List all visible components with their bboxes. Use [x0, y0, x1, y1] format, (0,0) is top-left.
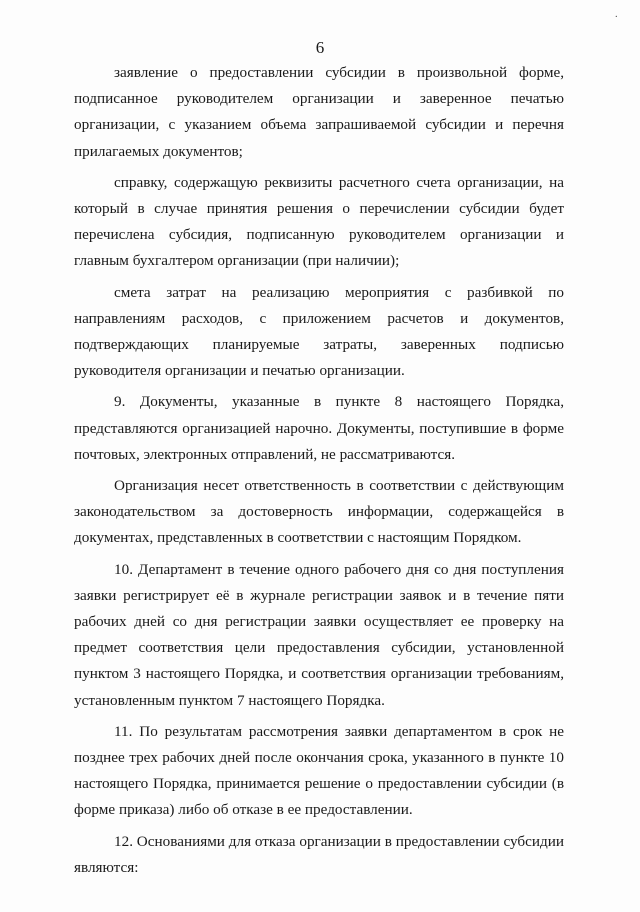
paragraph-item-9: 9. Документы, указанные в пункте 8 настоящего Порядка, представляются организацией нарочно. Документы, поступившие в форме почтовых, электронных отправлений, не рассматриваются. [74, 393, 564, 463]
page-number: 6 [315, 38, 325, 57]
scan-mark: · [614, 12, 618, 23]
paragraph-application: заявление о предоставлении субсидии в произвольной форме, подписанное руководителем организации и заверенное печатью организации, с указанием объема запрашиваемой субсидии и перечня прилагаемых документов; [74, 64, 564, 160]
paragraph-responsibility: Организация несет ответственность в соответствии с действующим законодательством за достоверность информации, содержащейся в документах, представленных в соответствии с настоящим Порядком. [74, 477, 564, 547]
paragraph-cost-estimate: смета затрат на реализацию мероприятия с разбивкой по направлениям расходов, с приложением расчетов и документов, подтверждающих планируемые затраты, заверенных подписью руководителя организации и печатью организации. [74, 283, 564, 380]
paragraph-item-10: 10. Департамент в течение одного рабочего дня со дня поступления заявки регистрирует её в журнале регистрации заявок и в течение пяти рабочих дней со дня регистрации заявки осуществляет ее проверку на предмет соответствия цели предоставления субсидии, установленной пунктом 3 настоящего Порядка, и соответствия организации требованиям, установленным пунктом 7 настоящего Порядка. [74, 560, 564, 709]
paragraph-bank-certificate: справку, содержащую реквизиты расчетного счета организации, на который в случае принятия решения о перечислении субсидии будет перечислена субсидия, подписанную руководителем организации и главным бухгалтером организации (при наличии); [74, 173, 564, 270]
document-body [74, 60, 564, 881]
paragraph-item-12: 12. Основаниями для отказа организации в предоставлении субсидии являются: [74, 832, 564, 876]
paragraph-item-11: 11. По результатам рассмотрения заявки департаментом в срок не позднее трех рабочих дней после окончания срока, указанного в пункте 10 настоящего Порядка, принимается решение о предоставлении субсидии (в форме приказа) либо об отказе в ее предоставлении. [74, 722, 564, 819]
